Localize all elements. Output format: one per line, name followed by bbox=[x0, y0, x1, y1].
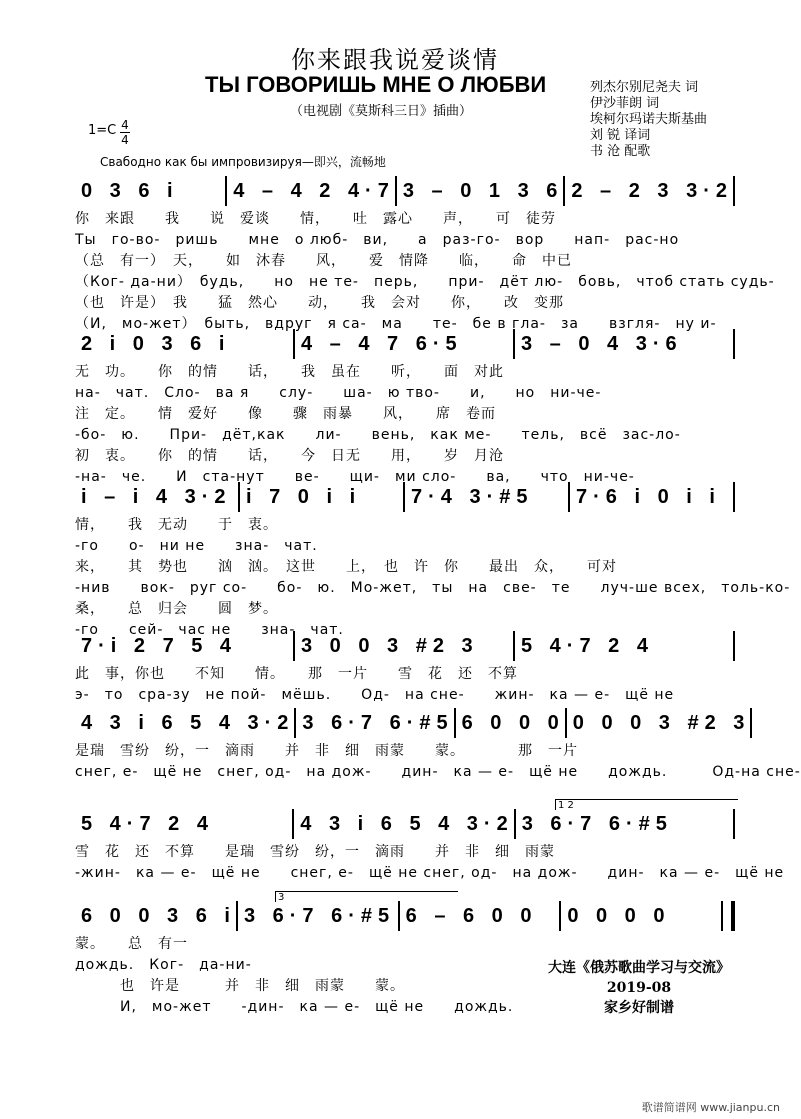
footer-line: 家乡好制谱 bbox=[604, 1000, 674, 1016]
barline bbox=[733, 329, 735, 359]
measure: 7·4 3·#5 bbox=[411, 486, 534, 508]
measure: 3 6·7 6·#5 bbox=[521, 813, 673, 835]
barline bbox=[733, 482, 735, 512]
meter-top: 4 bbox=[121, 118, 129, 132]
measure: 3 0 0 3 #2 3 bbox=[301, 635, 479, 657]
lyric-line: （Ког- да-ни） будь, но не те- перь, при- дёт лю- бовь, чтоб стать судь- bbox=[75, 274, 775, 290]
notation-system bbox=[75, 635, 735, 661]
notation-system bbox=[75, 486, 735, 512]
lyric-line: 无 功。 你 的情 话， 我 虽在 听， 面 对此 bbox=[75, 364, 504, 380]
footer-line: 2019-08 bbox=[606, 980, 672, 996]
measure: i – i 4 3·2 bbox=[81, 486, 232, 508]
lyric-line: 情， 我 无动 于 衷。 bbox=[75, 517, 278, 533]
meter-bottom: 4 bbox=[121, 133, 129, 147]
lyric-line: 初 衷。 你 的情 话， 今 日无 用， 岁 月沧 bbox=[75, 448, 504, 464]
measure: i 7 0 i i bbox=[246, 486, 362, 508]
measure: 0 3 6 i bbox=[81, 180, 179, 202]
lyric-line: -жин- ка — е- щё не снег, е- щё не снег, од- на дож- дин- ка — е- щё не bbox=[75, 865, 785, 881]
notation-system bbox=[75, 180, 735, 206]
lyric-line: Ты го-во- ришь мне о люб- ви, а раз-го- вор нап- рас-но bbox=[75, 232, 680, 248]
measure: 4 3 i 6 5 4 3·2 bbox=[300, 813, 514, 835]
lyric-line: на- чат. Сло- ва я слу- ша- ю тво- и, но ни-че- bbox=[75, 385, 602, 401]
lyric-line: 来， 其 势也 汹 汹。 这世 上， 也 许 你 最出 众， 可对 bbox=[75, 559, 617, 575]
title-russian: ТЫ ГОВОРИШЬ МНЕ О ЛЮБВИ bbox=[205, 72, 547, 97]
footer bbox=[548, 958, 730, 1018]
measure: 4 3 i 6 5 4 3·2 bbox=[81, 712, 295, 734]
measure: 6 – 6 0 0 bbox=[405, 905, 538, 927]
lyric-line: 也 许是 并 非 细 雨蒙 蒙。 bbox=[75, 978, 405, 994]
lyric-line: -нив вок- руг со- бо- ю. Мо-жет, ты на све- те луч-ше всех, толь-ко- bbox=[75, 580, 791, 596]
lyric-line: （也 许是） 我 猛 然心 动， 我 会对 你， 改 变那 bbox=[75, 295, 564, 311]
measure: 7·6 i 0 i i bbox=[576, 486, 721, 508]
credit-line: 伊沙菲朗 词 bbox=[590, 96, 660, 111]
lyric-line: дождь. Ког- да-ни- bbox=[75, 957, 252, 973]
watermark: 歌谱简谱网 www.jianpu.cn bbox=[641, 1101, 780, 1114]
subtitle: （电视剧《莫斯科三日》插曲） bbox=[290, 104, 473, 119]
lyric-line: （И, мо-жет） быть, вдруг я са- ма те- бе в гла- за взгля- ну и- bbox=[75, 316, 717, 332]
lyric-line: -на- че. И ста-нут ве- щи- ми сло- ва, что ни-че- bbox=[75, 469, 635, 485]
measure: 7·i 2 7 5 4 bbox=[81, 635, 238, 657]
notation-system bbox=[75, 712, 751, 738]
measure: 5 4·7 2 4 bbox=[81, 813, 214, 835]
key-signature: 1=C bbox=[88, 123, 117, 138]
credit-line: 埃柯尔玛诺夫斯基曲 bbox=[590, 112, 708, 127]
notation-system bbox=[75, 813, 735, 839]
lyric-line: 注 定。 情 爱好 像 骤 雨暴 风， 席 卷而 bbox=[75, 406, 496, 422]
credit-line: 刘 锐 译词 bbox=[590, 128, 651, 143]
time-signature bbox=[120, 118, 130, 147]
lyric-line: И, мо-жет -дин- ка — е- щё не дождь. bbox=[75, 999, 514, 1015]
lyric-line: 你 来跟 我 说 爱谈 情， 吐 露心 声， 可 徒劳 bbox=[75, 211, 556, 227]
measure: 4 – 4 2 4·7 bbox=[233, 180, 395, 202]
volta-bracket: 3 bbox=[275, 891, 458, 902]
measure: 0 0 0 3 #2 3 bbox=[572, 712, 751, 734]
measure: 3 6·7 6·#5 bbox=[243, 905, 396, 927]
measure: 0 0 0 0 bbox=[567, 905, 671, 927]
credit-line: 书 沧 配歌 bbox=[590, 144, 651, 159]
measure: 2 – 2 3 3·2 bbox=[571, 180, 733, 202]
footer-line: 大连《俄苏歌曲学习与交流》 bbox=[548, 960, 730, 976]
lyric-line: -бо- ю. При- дёт,как ли- вень, как ме- тель, всё зас-ло- bbox=[75, 427, 681, 443]
measure: 6 0 0 3 6 i bbox=[81, 905, 236, 927]
measure: 6 0 0 0 bbox=[461, 712, 565, 734]
lyric-line: 此 事，你也 不知 情。 那 一片 雪 花 还 不算 bbox=[75, 666, 518, 682]
lyric-line: （总 有一） 天， 如 沐春 风， 爱 情降 临， 命 中已 bbox=[75, 253, 572, 269]
credits bbox=[590, 80, 707, 160]
title-chinese: 你来跟我说爱谈情 bbox=[291, 46, 499, 74]
lyric-line: -го о- ни не зна- чат. bbox=[75, 538, 318, 554]
tempo-marking: Свабодно как бы импровизируя—即兴，流畅地 bbox=[100, 155, 386, 169]
credit-line: 列杰尔别尼尧夫 词 bbox=[590, 80, 699, 95]
measure: 2 i 0 3 6 i bbox=[81, 333, 231, 355]
barline bbox=[750, 708, 752, 738]
lyric-line: 是瑞 雪纷 纷，一 滴雨 并 非 细 雨蒙 蒙。 那 一片 bbox=[75, 743, 578, 759]
lyric-line: снег, е- щё не снег, од- на дож- дин- ка — е- щё не дождь. Од-на сне- bbox=[75, 764, 801, 780]
barline bbox=[733, 809, 735, 839]
barline bbox=[733, 176, 735, 206]
notation-system bbox=[75, 333, 735, 359]
measure: 3 6·7 6·#5 bbox=[302, 712, 454, 734]
volta-bracket: 1 2 bbox=[555, 799, 738, 810]
lyric-line: -го сей- час не зна- чат. bbox=[75, 622, 344, 638]
measure: 5 4·7 2 4 bbox=[521, 635, 654, 657]
measure: 4 – 4 7 6·5 bbox=[301, 333, 463, 355]
lyric-line: 蒙。 总 有一 bbox=[75, 936, 188, 952]
lyric-line: э- то сра-зу не пой- мёшь. Од- на сне- жин- ка — е- щё не bbox=[75, 687, 675, 703]
barline bbox=[721, 901, 735, 931]
lyric-line: 桑， 总 归会 圆 梦。 bbox=[75, 601, 278, 617]
barline bbox=[733, 631, 735, 661]
measure: 3 – 0 1 3 6 bbox=[402, 180, 564, 202]
lyric-line: 雪 花 还 不算 是瑞 雪纷 纷，一 滴雨 并 非 细 雨蒙 bbox=[75, 844, 555, 860]
measure: 3 – 0 4 3·6 bbox=[521, 333, 683, 355]
notation-system bbox=[75, 905, 735, 931]
